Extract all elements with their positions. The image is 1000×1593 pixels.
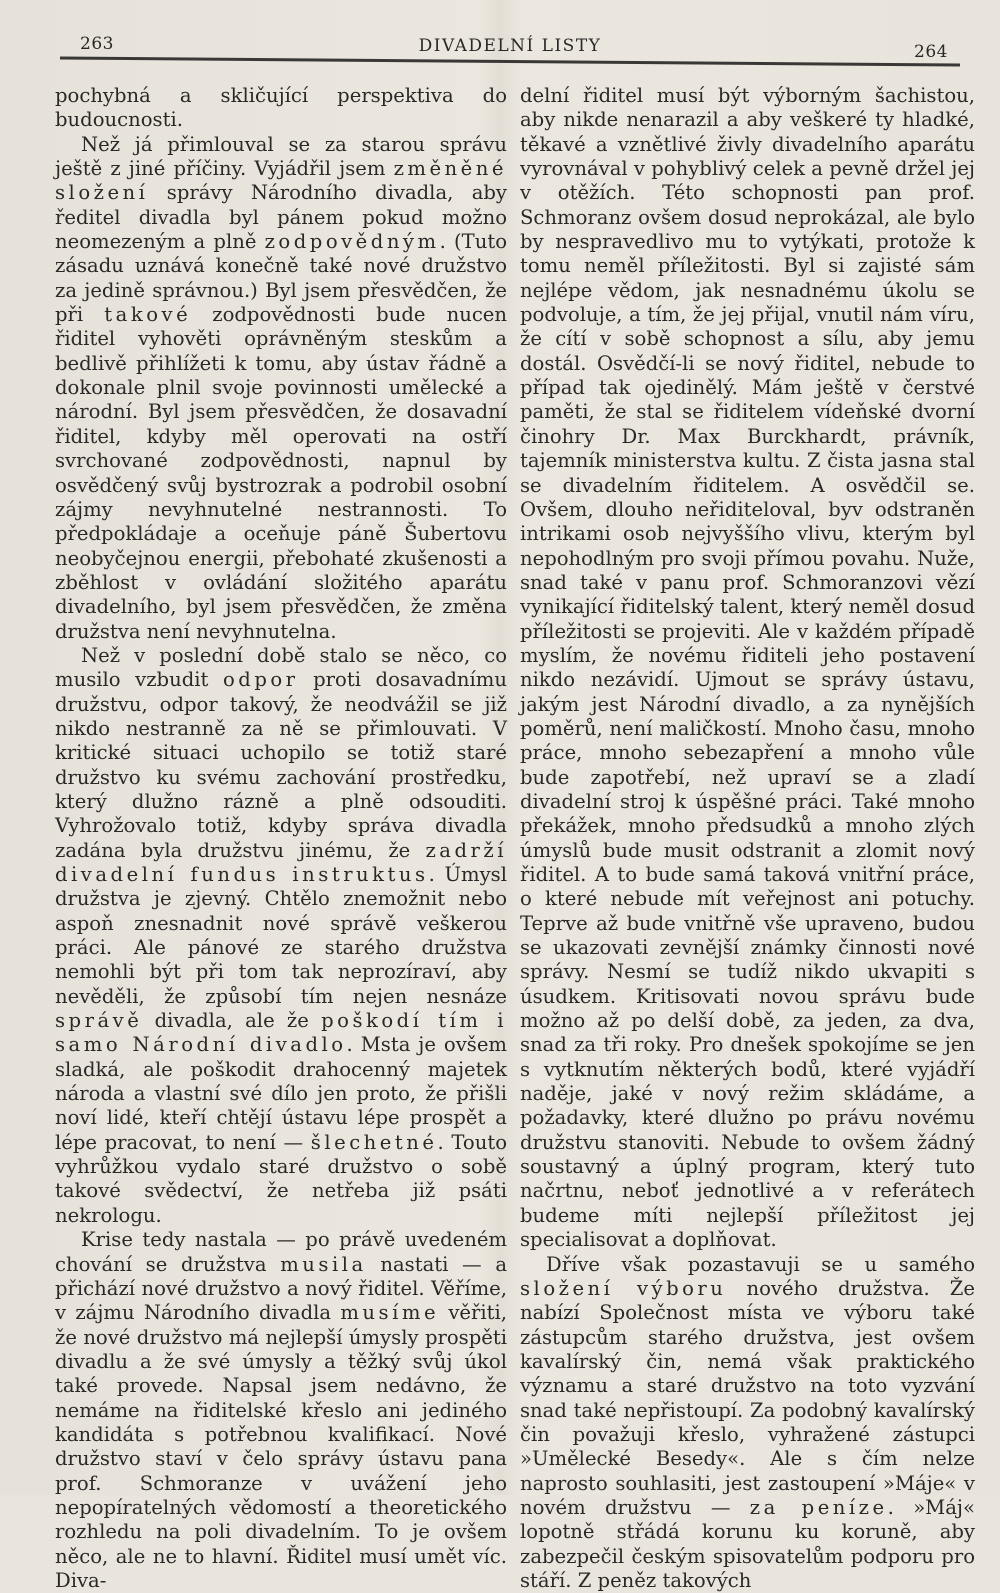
text-run: pochybná a skličující perspektiva do budoucnosti. <box>55 84 507 131</box>
spaced-emphasis: poškodí tím i samo Národní divadlo <box>55 1009 507 1056</box>
spaced-emphasis: zodpovědným <box>265 230 440 253</box>
text-run: věřiti, že nové družstvo má nejlepší úmysly prospěti divadlu a že své úmysly a těžký svůj úkol také provede. Napsal jsem nedávno, že nemáme na řiditelské křeslo ani jediného kandidáta s potřebnou kvalifikací. Nové družstvo staví v čelo správy ústavu pana prof. Schmoranze v uvážení jeho nepopíratelných vědomostí a theoretického rozhledu na poli divadelním. To je ovšem něco, ale ne to hlavní. Řiditel musí umět víc. Diva- <box>55 1301 507 1592</box>
text-run: nastati — a přichází nové družstvo a nový řiditel. Věříme, v zájmu Národního divadla <box>55 1253 507 1325</box>
text-run: proti dosavadnímu družstvu, odpor takový, že neodvážil se již nikdo nestranně za ně se přimlouvati. V kritické situaci uchopilo se totiž staré družstvo ku svému zachování prostředku, který dlužno rázně a plně odsouditi. Vyhrožovalo totiž, kdyby správa divadla zadána byla družstvu jinému, že <box>55 668 507 861</box>
left-column <box>55 84 507 1593</box>
spaced-emphasis: změněné složení <box>55 157 507 204</box>
paragraph <box>55 84 507 133</box>
text-run: Dříve však pozastavuji se u samého <box>546 1253 975 1276</box>
text-run: . Touto vyhrůžkou vydalo staré družstvo o sobě takové svědectví, že netřeba již psáti nekrologu. <box>55 1131 507 1227</box>
text-run: Než v poslední době stalo se něco, co musilo vzbudit <box>55 644 507 691</box>
paragraph <box>55 133 507 644</box>
paragraph <box>55 1228 507 1593</box>
text-run: . »Máj« lopotně střádá korunu ku koruně, aby zabezpečil českým spisovatelům podporu pro stáří. Z peněz takových <box>520 1496 975 1592</box>
text-run: . Msta je ovšem sladká, ale poškodit drahocenný majetek národa a vlastní své dílo jen proto, že přišli noví lidé, kteří chtějí ústavu lépe prospět a lépe pracovat, to není — <box>55 1033 507 1153</box>
text-run: delní řiditel musí být výborným šachistou, aby nikde nenarazil a aby veškeré ty hladké, těkavé a vznětlivé živly divadelního aparátu vyrovnával v pohyblivý celek a pevně držel jej v otěžích. Této schopnosti pan prof. Schmoranz ovšem dosud neprokázal, ale bylo by nespravedlivo mu to vytýkati, protože k tomu neměl příležitosti. Byl si zajisté sám nejlépe vědom, jak nesnadnému úkolu se podvoluje, a tím, že jej přijal, vnutil nám víru, že cítí v sobě schopnost a sílu, aby jemu dostál. Osvědčí-li se nový řiditel, nebude to případ tak ojedinělý. Mám ještě v čerstvé paměti, že stal se řiditelem vídeňské dvorní činohry Dr. Max Burckhardt, právník, tajemník ministerstva kultu. Z čista jasna stal se divadelním řiditelem. A osvědčil se. Ovšem, dlouho neřiditeloval, byv odstraněn intrikami osob nejvyššího vlivu, kterým byl nepohodlným pro svoji přímou povahu. Nuže, snad také v panu prof. Schmoranzovi vězí vynikající řiditelský talent, který neměl dosud příležitosti se projeviti. Ale v každém případě myslím, že novému řiditeli jeho postavení nikdo nezávidí. Ujmout se správy ústavu, jakým jest Národní divadlo, a za nynějších poměrů, není maličkostí. Mnoho času, mnoho práce, mnoho sebezapření a mnoho vůle bude zapotřebí, než upraví se a zladí divadelní stroj k úspěšné práci. Také mnoho překážek, mnoho předsudků a mnoho zlých úmyslů bude musit odstranit a zlomit nový řiditel. A to bude samá taková vnitřní práce, o které nebude mít veřejnost ani potuchy. Teprve až bude vnitřně vše upraveno, budou se ukazovati zevnější známky činnosti nové správy. Nesmí se tudíž nikdo ukvapiti s úsudkem. Kritisovati novou správu bude možno až po delší době, za jeden, za dva, snad za tři roky. Pro dnešek spokojíme se jen s vytknutím některých bodů, které vyjádří naděje, jaké v nový režim skládáme, a požadavky, které dlužno po právu novému družstvu stanoviti. Nebude to ovšem žádný soustavný a úplný program, který tuto načrtnu, neboť jednotlivé a v referátech budeme míti nejlepší příležitost jej specialisovat a doplňovat. <box>520 84 975 1251</box>
text-run: nového družstva. Že nabízí Společnost místa ve výboru také zástupcům starého družstva, jest ovšem kavalírský čin, nemá však praktického významu a staré družstvo na toto vyzvání snad také nepřistoupí. Za podobný kavalírský čin považuji křeslo, vyhražené zástupci »Umělecké Besedy«. Ale s čím nelze naprosto souhlasiti, jest zastoupení »Máje« v novém družstvu — <box>520 1277 975 1519</box>
text-run: divadla, ale že <box>142 1009 321 1032</box>
spaced-emphasis: za peníze <box>750 1496 888 1519</box>
spaced-emphasis: složení výboru <box>520 1277 726 1300</box>
text-run: zodpovědnosti bude nucen řiditel vyhověti oprávněným steskům a bedlivě přihlížeti k tomu, aby ústav řádně a dokonale plnil svoje povinnosti umělecké a národní. Byl jsem přesvědčen, že dosavadní řiditel, kdyby měl operovati na ostří svrchované zodpovědnosti, napnul by osvědčený svůj bystrozrak a podrobil osobní zájmy nevyhnutelné nestrannosti. To předpokládaje a oceňuje páně Šubertovu neobyčejnou energii, přebohaté zkušenosti a zběhlost v ovládání složitého aparátu divadelního, byl jsem přesvědčen, že změna družstva není nevyhnutelna. <box>55 303 507 642</box>
spaced-emphasis: šlechetné <box>311 1131 438 1154</box>
text-run: . Úmysl družstva je zjevný. Chtělo znemožnit nebo aspoň znesnadnit nové správě veškerou práci. Ale pánové ze starého družstva nemohli být při tom tak neprozíraví, aby nevěděli, že způsobí tím nejen nesnáze <box>55 863 507 1008</box>
spaced-emphasis: musíme <box>340 1301 439 1324</box>
paragraph <box>520 84 975 1253</box>
paragraph <box>520 1253 975 1593</box>
spaced-emphasis: zadrží divadelní fundus instruktus <box>55 839 507 886</box>
right-column <box>520 84 975 1593</box>
spaced-emphasis: takové <box>104 303 191 326</box>
text-run: . (Tuto zásadu uznává konečně také nové družstvo za jedině správnou.) Byl jsem přesvědčen, že při <box>55 230 507 326</box>
text-run: správy Národního divadla, aby ředitel divadla byl pánem pokud možno neomezeným a plně <box>55 181 507 253</box>
spaced-emphasis: musila <box>280 1253 366 1276</box>
spaced-emphasis: správě <box>55 1009 142 1032</box>
spaced-emphasis: odpor <box>223 668 299 691</box>
text-run: Než já přimlouval se za starou správu ještě z jiné příčiny. Vyjádřil jsem <box>55 133 507 180</box>
running-title: DIVADELNÍ LISTY <box>60 36 960 56</box>
page-number-right: 264 <box>914 42 948 62</box>
page-number-left: 263 <box>80 34 114 54</box>
paragraph <box>55 644 507 1228</box>
text-run: Krise tedy nastala — po právě uvedeném chování se družstva <box>55 1228 507 1275</box>
